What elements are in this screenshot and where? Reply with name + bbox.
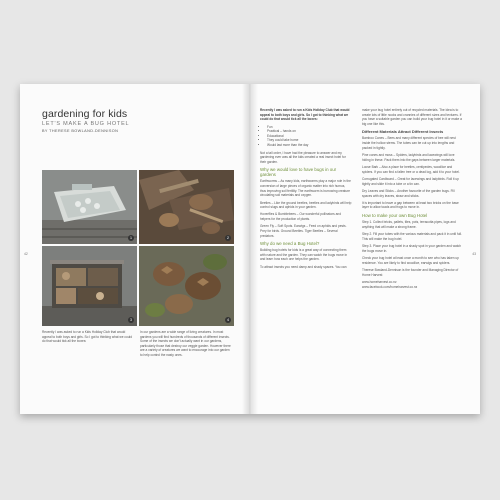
step-1: Step 1. Collect bricks, pallets, tiles, pots, terracotta pipes, logs and anything that will make a strong frame. <box>362 220 456 229</box>
paragraph: Green Fly – Soft Spots. Earwigs – Feed on aphids and pests. Prey for birds. Ground Beetles. Tiger Beetles – Several predators. <box>260 224 347 238</box>
paragraph: In our gardens are a wide range of living creatures. In most gardens you will find hundreds of thousands of different insects. Some of the insects we don't actually want in our gardens, particularly those that destroy our veggie garden. However there are a variety of creatures we want to encourage into our garden to help control the nasty ones. <box>140 330 231 357</box>
paragraph: Loose Bark – Also a place for beetles, centipedes, woodlice and spiders. If you can find a fallen tree or a dead log, add it to your hotel. <box>362 164 460 174</box>
paragraph: Dry Leaves and Sticks – Another favourite of the garden bugs. Fill spaces with dry leaves, straw and sticks. <box>362 188 455 198</box>
photo-1 <box>42 170 137 244</box>
left-column-lower <box>42 330 134 347</box>
paragraph: Building bug hotels for kids is a great way of connecting them with nature and the garden. They can watch the bugs move in and learn how each one helps the garden. <box>260 248 348 262</box>
paragraph: Corrugated Cardboard – Great for lacewings and ladybirds. Roll it up tightly and slide it into a tube or a tin can. <box>362 176 459 186</box>
article-byline: BY THERESE BOWLAND-DENNISON <box>42 129 119 133</box>
paragraph: It is important to leave a gap between at least two bricks on the base layer to allow toads and frogs to move in. <box>362 200 459 210</box>
photo-3-image <box>42 246 137 326</box>
paragraph: Beetles – Like the ground beetles, beetles and ladybirds will help control slugs and aphids in your garden. <box>260 200 352 210</box>
paragraph: Bamboo Canes – Bees and many different species of bee will nest inside the hollow stems. The tubes can be cut up into lengths and packed in tightly. <box>362 136 456 150</box>
right-page <box>250 84 480 414</box>
photo-1-number: 1 <box>130 236 132 240</box>
paragraph: Check your bug hotel at least once a month to see who has taken up residence. You are likely to find woodlice, earwigs and spiders. <box>362 256 459 265</box>
paragraph: Recently I was asked to run a Kids Holiday Club that would appeal to both boys and girls. So I got to thinking what we could do that would tick all the boxes: <box>42 330 133 344</box>
section-heading: Different Materials Attract Different Insects <box>362 129 444 135</box>
left-column-lower-2 <box>140 330 232 360</box>
photo-3-number: 3 <box>130 318 132 322</box>
paragraph: Pine cones and moss – Spiders, ladybirds and lacewings will love hiding in these. Pack them into the gaps between larger materials. <box>362 152 456 162</box>
section-heading: How to make your own Bug Hotel <box>362 213 428 219</box>
article-subtitle: LET'S MAKE A BUG HOTEL <box>42 121 130 127</box>
intro-paragraph: Recently I was asked to run a Kids Holiday Club that would appeal to both boys and girls. So I got to thinking what we could do that would tick all the boxes: <box>260 108 350 122</box>
page-number-right: 43 <box>472 252 476 256</box>
list-item: • Would last more than the day <box>267 143 352 148</box>
list-item: • They could take home <box>267 138 352 143</box>
article-title: gardening for kids <box>42 108 128 120</box>
right-column-2 <box>362 108 462 289</box>
paragraph: Not a tall order, I have had the pleasure to answer and my gardening ever was all the kids created a real insect hotel for their garden. <box>260 150 346 164</box>
page-gutter <box>242 84 258 414</box>
section-heading: Why we would love to have bugs in our gardens <box>260 167 337 178</box>
paragraph: make your bug hotel entirely out of recycled materials. The idea is to create lots of little nooks and crannies of different sizes and textures. If you have a suitable garden you can build your bug hotel in it or make a big one like this. <box>362 108 462 126</box>
page-number-left: 42 <box>24 252 28 256</box>
paragraph: Earthworms – As many kids, earthworms play a major role in the conversion of large pieces of organic matter into rich humus, thus improving soil fertility. The earthworm is burrowing creature circulating soil materials and oxygen. <box>260 179 351 198</box>
left-page <box>20 84 250 414</box>
photo-1-image <box>42 170 137 244</box>
photo-4 <box>139 246 234 326</box>
paragraph: Hoverflies & Bumblebees – Our wonderful pollinators and helpers for the production of plants. <box>260 212 341 222</box>
paragraph: To attract insects you need damp and shady spaces. You can <box>260 264 347 269</box>
photo-2-image <box>139 170 234 244</box>
author-website: www.homeharvest.co.nz <box>362 280 397 284</box>
requirements-list <box>260 125 352 148</box>
section-heading: Why do we need a Bug Hotel? <box>260 241 320 247</box>
photo-4-number: 4 <box>227 318 229 322</box>
author-facebook: www.facebook.com/homeharvest.co.nz <box>362 284 418 289</box>
author-note: Therese Bowland-Dennison is the founder and Managing Director of Home Harvest <box>362 268 459 277</box>
magazine-spread <box>20 84 480 414</box>
photo-2 <box>139 170 234 244</box>
photo-4-image <box>139 246 234 326</box>
right-column-1 <box>260 108 352 272</box>
step-2: Step 2. Fill your tubes with the various materials and pack it in until full. This will make the bug hotel. <box>362 232 462 241</box>
list-item: • Practical – hands on <box>267 129 352 134</box>
list-item: • Educational <box>267 134 352 139</box>
photo-2-number: 2 <box>227 236 229 240</box>
list-item: • Fun <box>267 125 352 130</box>
photo-3 <box>42 246 137 326</box>
step-3: Step 3. Place your bug hotel in a shady spot in your garden and watch the bugs move in. <box>362 244 462 253</box>
